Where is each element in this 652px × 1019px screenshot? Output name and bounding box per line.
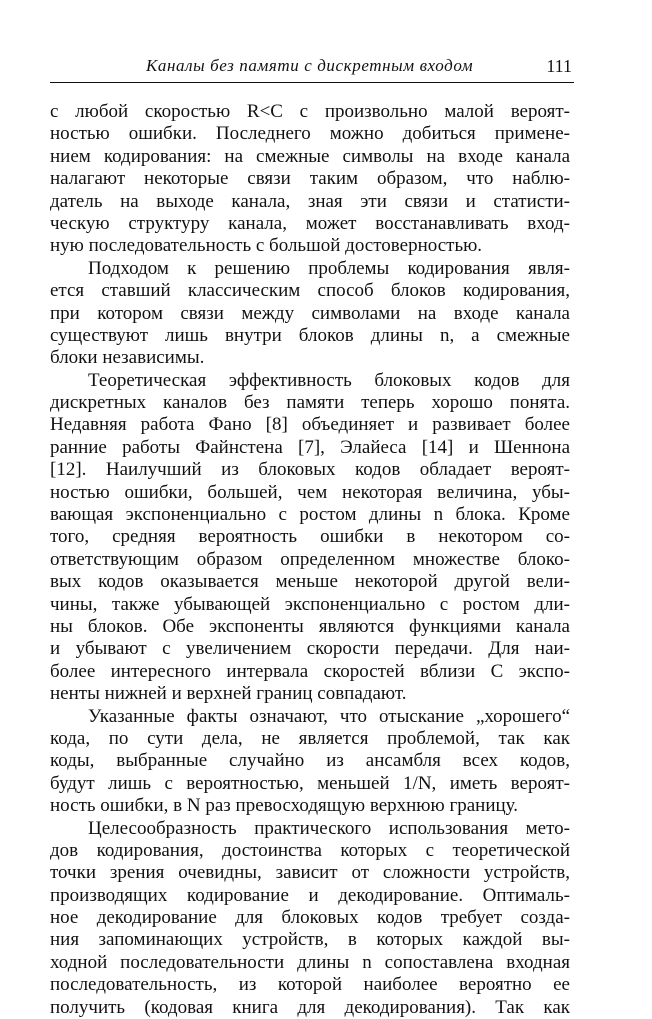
text-line: дов кодирования, достоинства которых с теоретической: [50, 840, 570, 862]
text-line: Указанные факты означают, что отыскание „хорошего“: [50, 706, 570, 728]
text-line: ответствующим образом определенном множестве блоко-: [50, 549, 570, 571]
text-line: [12]. Наилучший из блоковых кодов обладает вероят-: [50, 459, 570, 481]
text-line: получить (кодовая книга для декодирования). Так как: [50, 997, 570, 1019]
paragraph: [50, 258, 570, 370]
paragraph: [50, 370, 570, 706]
text-line: существуют лишь внутри блоков длины n, а смежные: [50, 325, 570, 347]
text-line: последовательность, из которой наиболее вероятно ее: [50, 974, 570, 996]
page-number: 111: [546, 56, 572, 77]
text-line: при котором связи между символами на входе канала: [50, 303, 570, 325]
text-line: ческую структуру канала, может восстанавливать вход-: [50, 213, 570, 235]
text-line: ходной последовательности длины n сопоставлена входная: [50, 952, 570, 974]
text-line: ется ставший классическим способ блоков кодирования,: [50, 280, 570, 302]
text-line: ностью ошибки, большей, чем некоторая величина, убы-: [50, 482, 570, 504]
text-line: ния запоминающих устройств, в которых каждой вы-: [50, 929, 570, 951]
text-line: датель на выходе канала, зная эти связи и статисти-: [50, 191, 570, 213]
text-line: кода, по сути дела, не является проблемой, так как: [50, 728, 570, 750]
text-line: того, средняя вероятность ошибки в некотором со-: [50, 526, 570, 548]
text-line: ны блоков. Обе экспоненты являются функциями канала: [50, 616, 570, 638]
paragraph: [50, 818, 570, 1019]
text-line: и убывают с увеличением скорости передачи. Для наи-: [50, 638, 570, 660]
text-line: нием кодирования: на смежные символы на входе канала: [50, 146, 570, 168]
text-line: ность ошибки, в N раз превосходящую верхнюю границу.: [50, 795, 570, 817]
text-line: Подходом к решению проблемы кодирования явля-: [50, 258, 570, 280]
text-line: блоки независимы.: [50, 347, 570, 369]
text-line: ностью ошибки. Последнего можно добиться примене-: [50, 123, 570, 145]
running-title: Каналы без памяти с дискретным входом: [146, 56, 473, 76]
text-line: налагают некоторые связи таким образом, что наблю-: [50, 168, 570, 190]
text-line: ранние работы Файнстена [7], Элайеса [14] и Шеннона: [50, 437, 570, 459]
text-line: ное декодирование для блоковых кодов требует созда-: [50, 907, 570, 929]
text-line: чины, также убывающей экспоненциально с ростом дли-: [50, 594, 570, 616]
body-text: [50, 101, 570, 1019]
paragraph: [50, 101, 570, 258]
text-line: будут лишь с вероятностью, меньшей 1/N, иметь вероят-: [50, 773, 570, 795]
running-head: [50, 56, 572, 78]
text-line: дискретных каналов без памяти теперь хорошо понята.: [50, 392, 570, 414]
text-line: Целесообразность практического использования мето-: [50, 818, 570, 840]
text-line: ную последовательность с большой достоверностью.: [50, 235, 570, 257]
text-line: ненты нижней и верхней границ совпадают.: [50, 683, 570, 705]
paragraph: [50, 706, 570, 818]
text-line: точки зрения очевидны, зависит от сложности устройств,: [50, 862, 570, 884]
header-rule: [50, 82, 574, 83]
text-line: Недавняя работа Фано [8] объединяет и развивает более: [50, 414, 570, 436]
text-line: с любой скоростью R<C с произвольно малой вероят-: [50, 101, 570, 123]
text-line: более интересного интервала скоростей вблизи C экспо-: [50, 661, 570, 683]
text-line: производящих кодирование и декодирование. Оптималь-: [50, 885, 570, 907]
text-line: Теоретическая эффективность блоковых кодов для: [50, 370, 570, 392]
text-line: коды, выбранные случайно из ансамбля всех кодов,: [50, 750, 570, 772]
text-line: вающая экспоненциально с ростом длины n блока. Кроме: [50, 504, 570, 526]
text-line: вых кодов оказывается меньше некоторой другой вели-: [50, 571, 570, 593]
